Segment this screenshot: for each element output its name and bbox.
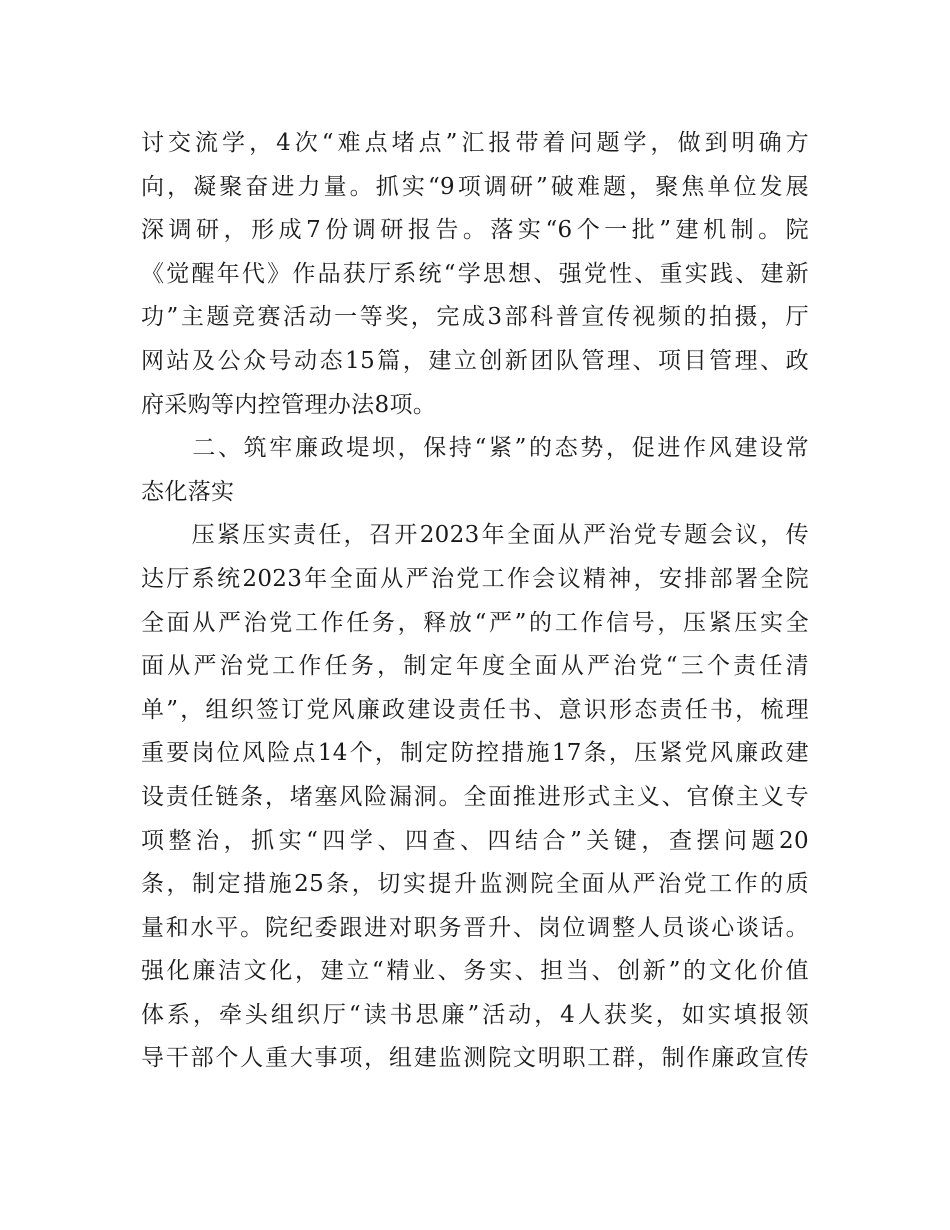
text-line: 讨交流学，4次“难点堵点”汇报带着问题学，做到明确方 bbox=[141, 130, 809, 156]
text-line: 项整治，抓实“四学、四查、四结合”关键，查摆问题20 bbox=[141, 827, 809, 854]
text-line: 面从严治党工作任务，制定年度全面从严治党“三个责任清 bbox=[141, 653, 809, 680]
text-line: 单”，组织签订党风廉政建设责任书、意识形态责任书，梳理 bbox=[141, 696, 809, 723]
text-line: 全面从严治党工作任务，释放“严”的工作信号，压紧压实全 bbox=[141, 609, 809, 636]
paragraph-2 bbox=[141, 514, 809, 1081]
text-line: 深调研，形成7份调研报告。落实“6个一批”建机制。院 bbox=[141, 217, 809, 244]
text-line: 网站及公众号动态15篇，建立创新团队管理、项目管理、政 bbox=[141, 347, 809, 374]
text-line: 体系，牵头组织厅“读书思廉”活动，4人获奖，如实填报领 bbox=[141, 1001, 809, 1028]
text-line: 达厅系统2023年全面从严治党工作会议精神，安排部署全院 bbox=[141, 565, 809, 592]
text-line: 条，制定措施25条，切实提升监测院全面从严治党工作的质 bbox=[141, 871, 809, 898]
text-line: 设责任链条，堵塞风险漏洞。全面推进形式主义、官僚主义专 bbox=[141, 783, 809, 810]
text-line: 重要岗位风险点14个，制定防控措施17条，压紧党风廉政建 bbox=[141, 740, 809, 767]
text-line: 强化廉洁文化，建立“精业、务实、担当、创新”的文化价值 bbox=[141, 958, 809, 985]
section-heading-2 bbox=[141, 427, 809, 514]
text-line: 压紧压实责任，召开2023年全面从严治党专题会议，传 bbox=[141, 522, 809, 549]
text-line: 府采购等内控管理办法8项。 bbox=[141, 391, 437, 418]
text-line: 功”主题竞赛活动一等奖，完成3部科普宣传视频的拍摄，厅 bbox=[141, 304, 809, 331]
text-line: 量和水平。院纪委跟进对职务晋升、岗位调整人员谈心谈话。 bbox=[141, 914, 809, 941]
text-line: 导干部个人重大事项，组建监测院文明职工群，制作廉政宣传 bbox=[141, 1045, 809, 1072]
text-line: 向，凝聚奋进力量。抓实“9项调研”破难题，聚焦单位发展 bbox=[141, 173, 809, 200]
document-body bbox=[141, 122, 809, 1081]
text-line: 《觉醒年代》作品获厅系统“学思想、强党性、重实践、建新 bbox=[141, 260, 809, 287]
heading-line: 态化落实 bbox=[141, 478, 235, 505]
paragraph-1 bbox=[141, 122, 809, 427]
heading-line: 二、筑牢廉政堤坝，保持“紧”的态势，促进作风建设常 bbox=[141, 435, 809, 462]
